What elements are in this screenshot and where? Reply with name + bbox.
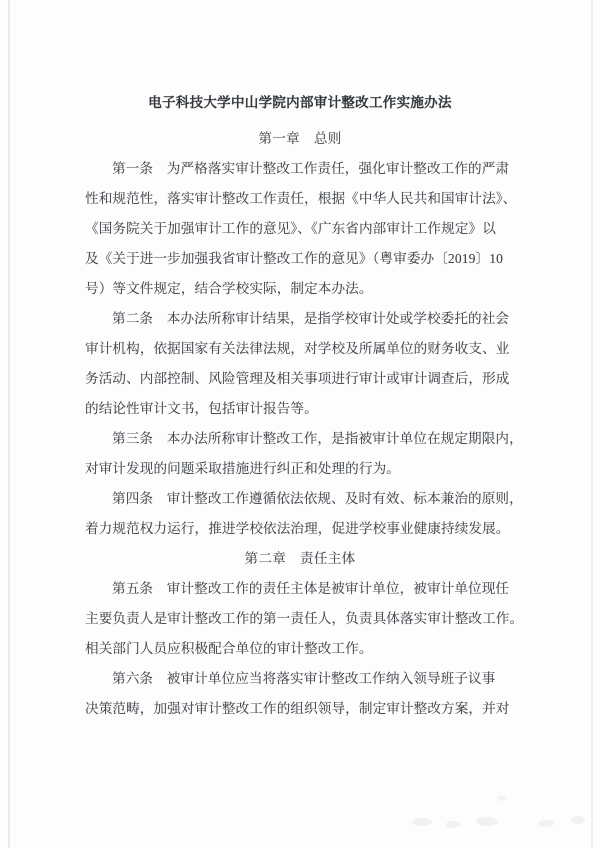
article-4-line: 第四条 审计整改工作遵循依法依规、及时有效、标本兼治的原则，	[112, 491, 523, 506]
chapter-2-heading: 第二章 责任主体	[244, 551, 356, 566]
article-2-line: 的结论性审计文书，包括审计报告等。	[85, 401, 318, 416]
article-6-line: 决策范畴，加强对审计整改工作的组织领导，制定审计整改方案，并对	[85, 701, 510, 716]
article-1-line: 号）等文件规定，结合学校实际，制定本办法。	[85, 281, 373, 296]
article-5-line: 主要负责人是审计整改工作的第一责任人，负责具体落实审计整改工作。	[85, 611, 524, 626]
article-2-line: 第二条 本办法所称审计结果，是指学校审计处或学校委托的社会	[112, 311, 510, 326]
article-1-line: 及《关于进一步加强我省审计整改工作的意见》（粤审委办〔2019〕10	[85, 251, 504, 266]
scan-smudge	[412, 818, 432, 826]
scan-smudge	[476, 817, 498, 826]
article-2-line: 务活动、内部控制、风险管理及相关事项进行审计或审计调查后，形成	[85, 371, 510, 386]
scan-artifact-left-edge	[8, 0, 10, 848]
article-4-line: 着力规范权力运行，推进学校依法治理，促进学校事业健康持续发展。	[85, 521, 510, 536]
chapter-1-heading: 第一章 总则	[258, 131, 342, 146]
scan-smudge	[446, 821, 460, 828]
scan-smudge	[538, 820, 554, 827]
article-5-line: 第五条 审计整改工作的责任主体是被审计单位，被审计单位现任	[112, 581, 510, 596]
document-content	[85, 92, 524, 724]
scan-smudge	[571, 816, 585, 824]
article-2-line: 审计机构，依据国家有关法律法规，对学校及所属单位的财务收支、业	[85, 341, 510, 356]
document-title: 电子科技大学中山学院内部审计整改工作实施办法	[148, 95, 452, 110]
scan-smudge	[497, 795, 507, 801]
scan-artifact-right-edge	[591, 0, 593, 848]
article-1-line: 性和规范性，落实审计整改工作责任，根据《中华人民共和国审计法》、	[85, 191, 517, 206]
article-3-line: 第三条 本办法所称审计整改工作，是指被审计单位在规定期限内，	[112, 431, 523, 446]
article-5-line: 相关部门人员应积极配合单位的审计整改工作。	[85, 641, 373, 656]
article-1-line: 第一条 为严格落实审计整改工作责任，强化审计整改工作的严肃	[112, 161, 510, 176]
article-6-line: 第六条 被审计单位应当将落实审计整改工作纳入领导班子议事	[112, 671, 496, 686]
article-1-line: 《国务院关于加强审计工作的意见》、《广东省内部审计工作规定》以	[85, 221, 496, 236]
article-3-line: 对审计发现的问题采取措施进行纠正和处理的行为。	[85, 461, 400, 476]
